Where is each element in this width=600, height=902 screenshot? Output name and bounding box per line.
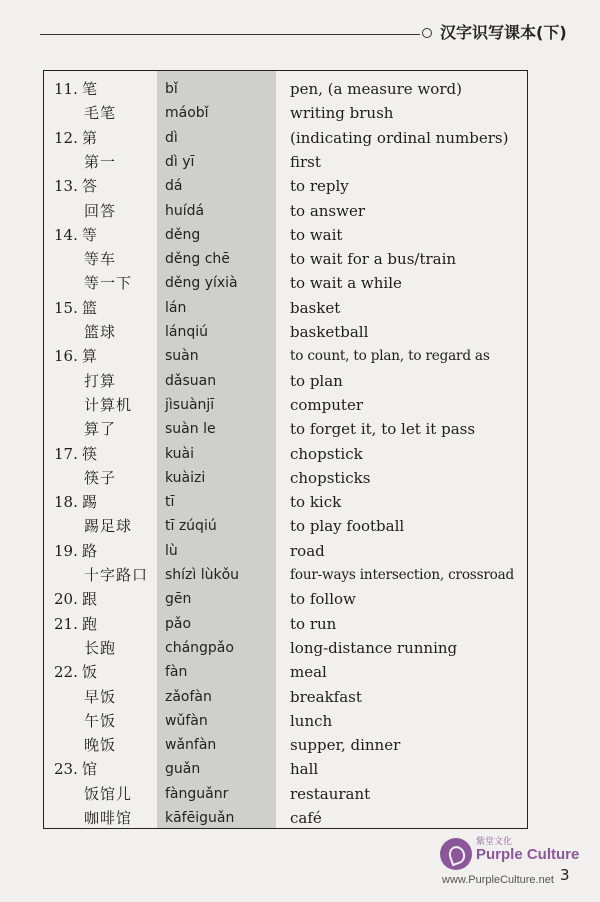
compound-word: 等车 bbox=[84, 250, 117, 269]
english-meaning: basketball bbox=[290, 323, 369, 341]
compound-word: 打算 bbox=[84, 371, 117, 390]
pinyin: dì yī bbox=[165, 153, 195, 170]
vocab-row bbox=[44, 174, 527, 198]
entry-number: 17. bbox=[54, 444, 78, 463]
headword-character: 踢 bbox=[82, 493, 99, 512]
english-meaning: to forget it, to let it pass bbox=[290, 420, 476, 439]
pinyin: suàn le bbox=[165, 421, 216, 438]
vocab-row bbox=[44, 733, 527, 757]
compound-word: 算了 bbox=[84, 420, 117, 439]
compound-word: 回答 bbox=[84, 201, 117, 220]
vocab-row bbox=[44, 466, 527, 490]
pinyin: děng chē bbox=[165, 251, 230, 268]
english-meaning: to wait for a bus/train bbox=[290, 250, 457, 269]
english-meaning: to play football bbox=[290, 517, 405, 536]
pinyin: kāfēiguǎn bbox=[165, 810, 235, 826]
english-meaning: café bbox=[290, 809, 322, 827]
entry-number: 13. bbox=[54, 177, 78, 196]
vocab-row bbox=[44, 636, 527, 660]
vocabulary-table bbox=[43, 70, 528, 829]
headword-character: 答 bbox=[82, 177, 99, 196]
english-meaning: meal bbox=[290, 663, 327, 682]
vocab-row bbox=[44, 539, 527, 563]
vocab-row bbox=[44, 77, 527, 101]
page-number: 3 bbox=[560, 866, 570, 884]
vocab-row bbox=[44, 709, 527, 733]
english-meaning: pen, (a measure word) bbox=[290, 80, 462, 98]
vocab-row bbox=[44, 442, 527, 466]
compound-word: 篮球 bbox=[84, 323, 117, 341]
headword-character: 篮 bbox=[82, 298, 99, 317]
vocab-row bbox=[44, 612, 527, 636]
watermark-brand: Purple Culture bbox=[476, 846, 580, 863]
pinyin: fàn bbox=[165, 664, 188, 681]
entry-number: 20. bbox=[54, 590, 78, 609]
compound-word: 午饭 bbox=[84, 711, 117, 730]
running-head bbox=[40, 14, 568, 44]
pinyin: pǎo bbox=[165, 615, 192, 632]
compound-word: 十字路口 bbox=[84, 566, 149, 584]
entry-number: 22. bbox=[54, 663, 78, 682]
pinyin: dì bbox=[165, 129, 178, 146]
vocab-row bbox=[44, 369, 527, 393]
headword-character: 跑 bbox=[82, 614, 99, 633]
vocab-row bbox=[44, 563, 527, 587]
english-meaning: four-ways intersection, crossroad bbox=[290, 567, 515, 583]
headword-character: 饭 bbox=[82, 663, 99, 682]
compound-word: 晚饭 bbox=[84, 736, 117, 755]
pinyin: huídá bbox=[165, 202, 205, 219]
english-meaning: writing brush bbox=[290, 104, 394, 123]
english-meaning: chopstick bbox=[290, 444, 363, 463]
entry-number: 14. bbox=[54, 225, 78, 244]
english-meaning: basket bbox=[290, 298, 341, 317]
pinyin: fànguǎnr bbox=[165, 785, 229, 802]
entry-number: 21. bbox=[54, 614, 78, 633]
entry-number: 15. bbox=[54, 298, 78, 317]
english-meaning: to reply bbox=[290, 177, 349, 196]
pinyin: zǎofàn bbox=[165, 688, 212, 705]
english-meaning: to wait a while bbox=[290, 274, 402, 293]
compound-word: 饭馆儿 bbox=[84, 784, 133, 803]
english-meaning: to run bbox=[290, 614, 337, 633]
vocab-row bbox=[44, 199, 527, 223]
pinyin: jìsuànjī bbox=[165, 396, 215, 413]
pinyin: chángpǎo bbox=[165, 639, 234, 656]
header-rule bbox=[40, 34, 420, 35]
headword-character: 路 bbox=[82, 541, 99, 560]
english-meaning: breakfast bbox=[290, 687, 362, 706]
english-meaning: first bbox=[290, 152, 321, 171]
book-title: 汉字识写课本(下) bbox=[440, 23, 567, 42]
headword-character: 跟 bbox=[82, 590, 99, 609]
entry-number: 19. bbox=[54, 541, 78, 560]
compound-word: 踢足球 bbox=[84, 517, 133, 536]
pinyin: wǔfàn bbox=[165, 712, 208, 729]
entry-number: 23. bbox=[54, 760, 78, 779]
headword-character: 算 bbox=[82, 347, 99, 366]
vocab-row bbox=[44, 320, 527, 344]
entry-number: 16. bbox=[54, 347, 78, 366]
vocab-row bbox=[44, 782, 527, 806]
pinyin: děng bbox=[165, 226, 201, 243]
headword-character: 第 bbox=[82, 128, 99, 147]
entry-number: 18. bbox=[54, 493, 78, 512]
vocab-row bbox=[44, 806, 527, 829]
pinyin: shízì lùkǒu bbox=[165, 567, 240, 583]
vocab-row bbox=[44, 417, 527, 441]
english-meaning: restaurant bbox=[290, 784, 371, 803]
compound-word: 毛笔 bbox=[84, 104, 117, 123]
pinyin: guǎn bbox=[165, 761, 201, 778]
pinyin: dǎsuan bbox=[165, 372, 217, 389]
pinyin: kuài bbox=[165, 445, 195, 462]
english-meaning: road bbox=[290, 541, 325, 560]
pinyin: lánqiú bbox=[165, 324, 208, 340]
header-circle-ornament bbox=[422, 28, 432, 38]
vocab-row bbox=[44, 685, 527, 709]
pinyin: tī zúqiú bbox=[165, 518, 217, 535]
english-meaning: to follow bbox=[290, 590, 356, 609]
entry-number: 11. bbox=[54, 80, 78, 98]
watermark-cn-text: 紫堂文化 bbox=[476, 837, 513, 847]
compound-word: 早饭 bbox=[84, 687, 117, 706]
pinyin: lán bbox=[165, 299, 187, 316]
pinyin: gēn bbox=[165, 591, 192, 608]
english-meaning: chopsticks bbox=[290, 468, 371, 487]
purple-culture-logo-icon bbox=[440, 838, 472, 870]
vocab-row bbox=[44, 757, 527, 781]
compound-word: 长跑 bbox=[84, 638, 117, 657]
vocab-row bbox=[44, 514, 527, 538]
vocab-row bbox=[44, 393, 527, 417]
vocab-row bbox=[44, 296, 527, 320]
vocab-row bbox=[44, 247, 527, 271]
english-meaning: long-distance running bbox=[290, 638, 458, 657]
compound-word: 第一 bbox=[84, 152, 117, 171]
english-meaning: hall bbox=[290, 760, 319, 779]
pinyin: máobǐ bbox=[165, 105, 209, 122]
english-meaning: to count, to plan, to regard as bbox=[290, 348, 490, 365]
compound-word: 咖啡馆 bbox=[84, 809, 133, 827]
headword-character: 馆 bbox=[82, 760, 99, 779]
vocab-row bbox=[44, 660, 527, 684]
english-meaning: to wait bbox=[290, 225, 343, 244]
vocab-row bbox=[44, 271, 527, 295]
compound-word: 等一下 bbox=[84, 274, 133, 293]
english-meaning: to plan bbox=[290, 371, 343, 390]
vocab-row bbox=[44, 490, 527, 514]
pinyin: kuàizi bbox=[165, 469, 206, 486]
headword-character: 筷 bbox=[82, 444, 99, 463]
pinyin: wǎnfàn bbox=[165, 737, 217, 754]
english-meaning: to kick bbox=[290, 493, 342, 512]
pinyin: bǐ bbox=[165, 81, 178, 97]
english-meaning: computer bbox=[290, 395, 363, 414]
pinyin: tī bbox=[165, 494, 175, 511]
english-meaning: lunch bbox=[290, 711, 333, 730]
vocab-row bbox=[44, 150, 527, 174]
pinyin: suàn bbox=[165, 348, 199, 365]
compound-word: 计算机 bbox=[84, 395, 133, 414]
english-meaning: supper, dinner bbox=[290, 736, 401, 755]
entry-number: 12. bbox=[54, 128, 78, 147]
pinyin: děng yíxià bbox=[165, 275, 238, 292]
vocab-row bbox=[44, 223, 527, 247]
vocab-row bbox=[44, 101, 527, 125]
vocab-row bbox=[44, 587, 527, 611]
english-meaning: to answer bbox=[290, 201, 366, 220]
vocab-row bbox=[44, 344, 527, 368]
vocab-row bbox=[44, 126, 527, 150]
pinyin: dá bbox=[165, 178, 183, 195]
watermark-url: www.PurpleCulture.net bbox=[442, 874, 554, 886]
pinyin: lù bbox=[165, 542, 178, 559]
compound-word: 筷子 bbox=[84, 468, 117, 487]
headword-character: 笔 bbox=[82, 80, 99, 98]
english-meaning: (indicating ordinal numbers) bbox=[290, 128, 509, 147]
headword-character: 等 bbox=[82, 225, 99, 244]
